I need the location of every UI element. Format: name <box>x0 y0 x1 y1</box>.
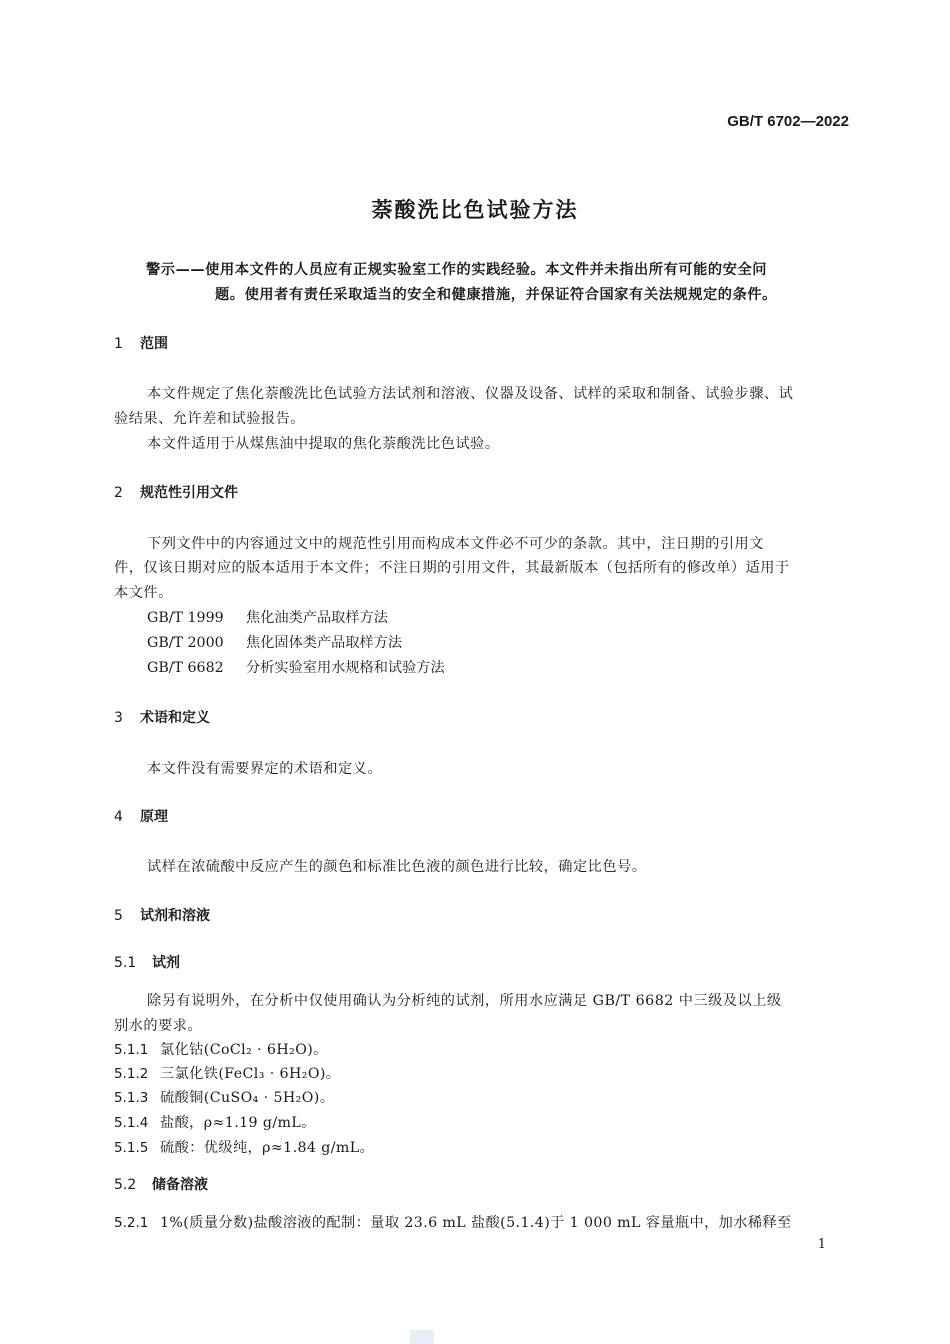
section-title: 试剂和溶液 <box>140 908 210 924</box>
item-number: 5.1.2 <box>114 1066 149 1082</box>
scan-mark <box>410 1330 434 1344</box>
reagent-item <box>114 1137 374 1157</box>
paragraph: 本文件适用于从煤焦油中提取的焦化萘酸洗比色试验。 <box>147 436 500 452</box>
item-number: 5.1.1 <box>114 1042 149 1058</box>
standard-number: GB/T 6702—2022 <box>727 113 849 130</box>
section-1-heading <box>114 333 168 353</box>
paragraph: 别水的要求。 <box>114 1018 203 1034</box>
section-2-heading <box>114 482 238 502</box>
item-text: 盐酸，ρ≈1.19 g/mL。 <box>160 1115 316 1131</box>
subsection-5-1-heading <box>114 952 180 972</box>
section-title: 原理 <box>140 809 168 825</box>
document-title: 萘酸洗比色试验方法 <box>371 198 579 222</box>
paragraph: 验结果、允许差和试验报告。 <box>114 411 305 427</box>
subsection-5-2-heading <box>114 1174 208 1194</box>
subsection-title: 储备溶液 <box>152 1177 208 1193</box>
subsection-title: 试剂 <box>152 955 180 971</box>
warning-line-2: 题。使用者有责任采取适当的安全和健康措施，并保证符合国家有关法规规定的条件。 <box>215 287 777 303</box>
reagent-item <box>114 1087 334 1107</box>
paragraph: 本文件。 <box>114 585 173 601</box>
reference-code: GB/T 1999 <box>147 610 224 626</box>
reference-item <box>147 632 402 652</box>
item-text: 1%(质量分数)盐酸溶液的配制：量取 23.6 mL 盐酸(5.1.4)于 1 000 mL 容量瓶中，加水稀释至 <box>160 1215 792 1231</box>
item-number: 5.1.3 <box>114 1090 149 1106</box>
reference-code: GB/T 6682 <box>147 660 224 676</box>
warning-line-1: 警示——使用本文件的人员应有正规实验室工作的实践经验。本文件并未指出所有可能的安全问 <box>146 262 768 278</box>
section-number: 2 <box>114 485 123 501</box>
section-title: 规范性引用文件 <box>140 485 238 501</box>
subsection-number: 5.1 <box>114 955 137 971</box>
page-number: 1 <box>817 1237 826 1252</box>
item-number: 5.1.5 <box>114 1140 149 1156</box>
item-text: 硫酸铜(CuSO₄ · 5H₂O)。 <box>160 1090 335 1106</box>
reference-item <box>147 607 388 627</box>
paragraph: 除另有说明外，在分析中仅使用确认为分析纯的试剂，所用水应满足 GB/T 6682 中三级及以上级 <box>147 993 782 1009</box>
reference-code: GB/T 2000 <box>147 635 224 651</box>
paragraph: 试样在浓硫酸中反应产生的颜色和标准比色液的颜色进行比较，确定比色号。 <box>147 859 647 875</box>
section-title: 范围 <box>140 336 168 352</box>
section-4-heading <box>114 806 168 826</box>
reference-title: 分析实验室用水规格和试验方法 <box>246 660 445 676</box>
reference-item <box>147 657 445 677</box>
item-text: 氯化钴(CoCl₂ · 6H₂O)。 <box>160 1042 328 1058</box>
section-5-heading <box>114 905 210 925</box>
item-number: 5.2.1 <box>114 1215 149 1231</box>
solution-item <box>114 1212 792 1232</box>
section-number: 3 <box>114 710 123 726</box>
item-number: 5.1.4 <box>114 1115 149 1131</box>
section-number: 1 <box>114 336 123 352</box>
paragraph: 本文件没有需要界定的术语和定义。 <box>147 761 383 777</box>
section-number: 5 <box>114 908 123 924</box>
paragraph: 下列文件中的内容通过文中的规范性引用而构成本文件必不可少的条款。其中，注日期的引用文 <box>147 536 764 552</box>
section-title: 术语和定义 <box>140 710 210 726</box>
paragraph: 本文件规定了焦化萘酸洗比色试验方法试剂和溶液、仪器及设备、试样的采取和制备、试验步骤、试 <box>147 386 794 402</box>
item-text: 硫酸：优级纯，ρ≈1.84 g/mL。 <box>160 1140 375 1156</box>
section-number: 4 <box>114 809 123 825</box>
section-3-heading <box>114 707 210 727</box>
reference-title: 焦化油类产品取样方法 <box>246 610 388 626</box>
paragraph: 件，仅该日期对应的版本适用于本文件；不注日期的引用文件，其最新版本（包括所有的修改单）适用于 <box>114 560 790 576</box>
reference-title: 焦化固体类产品取样方法 <box>246 635 403 651</box>
reagent-item <box>114 1039 328 1059</box>
item-text: 三氯化铁(FeCl₃ · 6H₂O)。 <box>160 1066 341 1082</box>
reagent-item <box>114 1063 340 1083</box>
subsection-number: 5.2 <box>114 1177 137 1193</box>
reagent-item <box>114 1112 316 1132</box>
